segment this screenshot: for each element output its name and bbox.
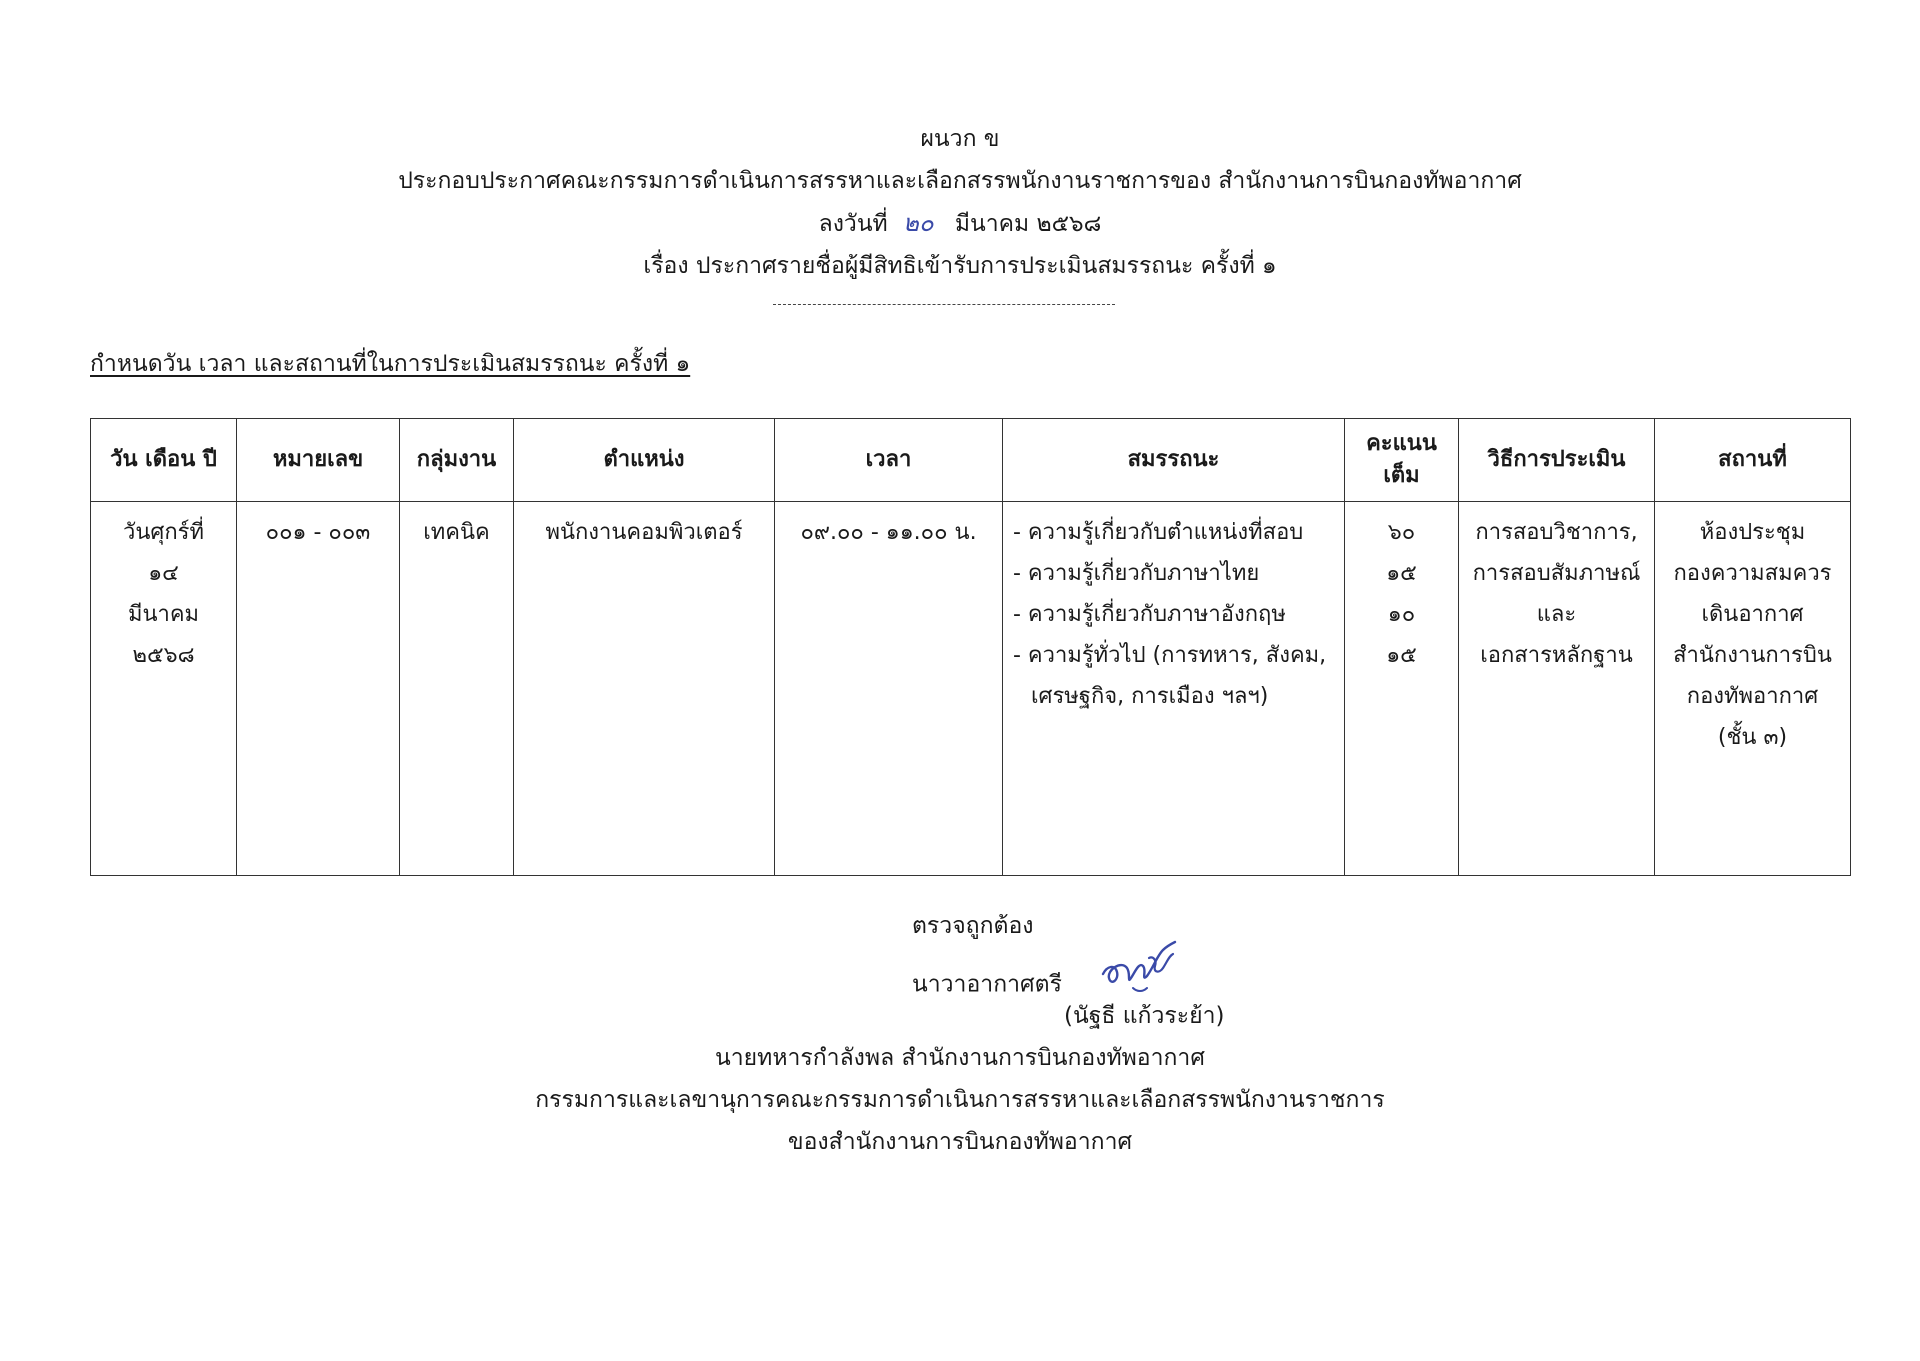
- cell-time: ๐๙.๐๐ - ๑๑.๐๐ น.: [775, 502, 1003, 876]
- header-separator: [773, 304, 1115, 305]
- cell-score: [1345, 502, 1459, 876]
- location-line: กองความสมควร: [1673, 561, 1832, 586]
- signer-title-1: นายทหารกำลังพล สำนักงานการบินกองทัพอากาศ: [715, 1045, 1205, 1071]
- location-line: (ชั้น ๓): [1717, 725, 1788, 750]
- date-line: วันศุกร์ที่: [123, 520, 204, 545]
- header-score-line1: คะแนน: [1366, 431, 1437, 456]
- cell-method: [1459, 502, 1655, 876]
- score-value: ๑๕: [1386, 561, 1417, 586]
- table-row: [91, 502, 1851, 876]
- header-group: กลุ่มงาน: [400, 419, 514, 502]
- cell-group: เทคนิค: [400, 502, 514, 876]
- table-header-row: [91, 419, 1851, 502]
- location-line: เดินอากาศ: [1701, 602, 1804, 627]
- signer-name: (นัฐธี แก้วระย้า): [1064, 1003, 1225, 1029]
- competency-item: - ความรู้เกี่ยวกับภาษาอังกฤษ: [1013, 602, 1286, 627]
- competency-item: - ความรู้ทั่วไป (การทหาร, สังคม,: [1013, 643, 1327, 668]
- cell-competency: [1003, 502, 1345, 876]
- header-score: [1345, 419, 1459, 502]
- section-heading: กำหนดวัน เวลา และสถานที่ในการประเมินสมรรถนะ ครั้งที่ ๑: [90, 351, 691, 377]
- attachment-line: ประกอบประกาศคณะกรรมการดำเนินการสรรหาและเลือกสรรพนักงานราชการของ สำนักงานการบินกองทัพอากาศ: [398, 168, 1522, 194]
- header-competency: สมรรถนะ: [1003, 419, 1345, 502]
- date-month-year: มีนาคม ๒๕๖๘: [954, 211, 1102, 237]
- cell-location: [1655, 502, 1851, 876]
- header-score-line2: เต็ม: [1383, 463, 1420, 488]
- method-line: เอกสารหลักฐาน: [1480, 643, 1633, 668]
- score-value: ๖๐: [1387, 520, 1416, 545]
- cell-position: พนักงานคอมพิวเตอร์: [514, 502, 775, 876]
- score-value: ๑๐: [1387, 602, 1416, 627]
- location-line: กองทัพอากาศ: [1686, 684, 1819, 709]
- rank-label: นาวาอากาศตรี: [912, 971, 1062, 998]
- method-line: การสอบสัมภาษณ์: [1472, 561, 1641, 586]
- date-line: ๑๔: [148, 561, 179, 586]
- header-date: วัน เดือน ปี: [91, 419, 237, 502]
- method-line: และ: [1536, 602, 1577, 627]
- header-location: สถานที่: [1655, 419, 1851, 502]
- signer-title-3: ของสำนักงานการบินกองทัพอากาศ: [787, 1129, 1133, 1155]
- date-prefix: ลงวันที่: [818, 211, 888, 237]
- verified-label: ตรวจถูกต้อง: [912, 913, 1034, 939]
- location-line: ห้องประชุม: [1699, 520, 1806, 545]
- score-value: ๑๕: [1386, 643, 1417, 668]
- location-line: สำนักงานการบิน: [1673, 643, 1832, 668]
- annex-label: ผนวก ข: [920, 126, 1000, 152]
- signer-title-2: กรรมการและเลขานุการคณะกรรมการดำเนินการสรรหาและเลือกสรรพนักงานราชการ: [535, 1087, 1385, 1113]
- document-header: [0, 118, 1920, 287]
- date-line: [0, 202, 1920, 245]
- cell-date: [91, 502, 237, 876]
- competency-item: - ความรู้เกี่ยวกับตำแหน่งที่สอบ: [1013, 520, 1304, 545]
- schedule-table: [90, 418, 1851, 876]
- date-line: ๒๕๖๘: [132, 643, 195, 668]
- date-line: มีนาคม: [127, 602, 200, 627]
- method-line: การสอบวิชาการ,: [1475, 520, 1638, 545]
- competency-item: - ความรู้เกี่ยวกับภาษาไทย: [1013, 561, 1260, 586]
- header-time: เวลา: [775, 419, 1003, 502]
- cell-number: ๐๐๑ - ๐๐๓: [237, 502, 400, 876]
- header-position: ตำแหน่ง: [514, 419, 775, 502]
- handwritten-signature-icon: [1097, 938, 1181, 1000]
- handwritten-day: ๒๐: [903, 209, 934, 237]
- header-number: หมายเลข: [237, 419, 400, 502]
- header-method: วิธีการประเมิน: [1459, 419, 1655, 502]
- subject-line: เรื่อง ประกาศรายชื่อผู้มีสิทธิเข้ารับการประเมินสมรรถนะ ครั้งที่ ๑: [643, 253, 1277, 279]
- competency-item-continued: เศรษฐกิจ, การเมือง ฯลฯ): [1031, 684, 1269, 709]
